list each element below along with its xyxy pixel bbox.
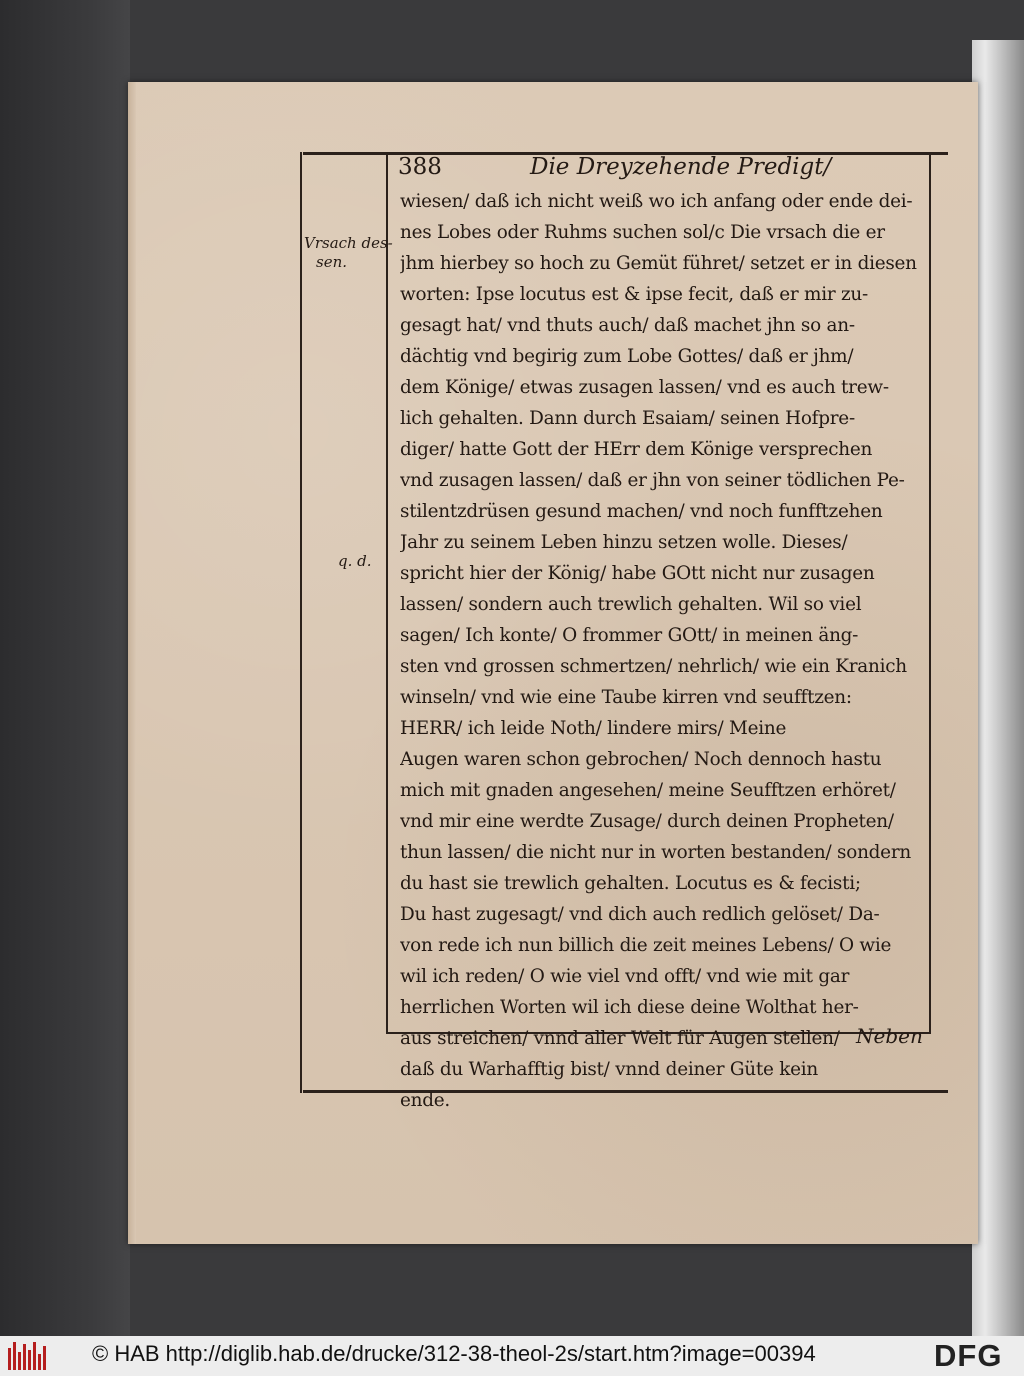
text-line: winseln/ vnd wie eine Taube kirren vnd seufftzen: xyxy=(400,687,852,708)
text-line: vnd zusagen lassen/ daß er jhn von seiner tödlichen Pe- xyxy=(400,470,905,491)
margin-note: Vrsach des- xyxy=(304,234,393,252)
text-line: wiesen/ daß ich nicht weiß wo ich anfang oder ende dei- xyxy=(400,191,913,212)
page-header xyxy=(398,154,938,184)
text-line: dächtig vnd begirig zum Lobe Gottes/ daß er jhm/ xyxy=(400,346,854,367)
text-line: diger/ hatte Gott der HErr dem Könige versprechen xyxy=(400,439,873,460)
margin-note: q. d. xyxy=(338,552,372,570)
text-line: Jahr zu seinem Leben hinzu setzen wolle. Dieses/ xyxy=(400,532,848,553)
text-line: mich mit gnaden angesehen/ meine Seufftzen erhöret/ xyxy=(400,780,896,801)
text-line: dem Könige/ etwas zusagen lassen/ vnd es auch trew- xyxy=(400,377,889,398)
text-line: worten: Ipse locutus est & ipse fecit, daß er mir zu- xyxy=(400,284,868,305)
text-line: thun lassen/ die nicht nur in worten bestanden/ sondern xyxy=(400,842,911,863)
text-line: stilentzdrüsen gesund machen/ vnd noch funfftzehen xyxy=(400,501,883,522)
text-line: von rede ich nun billich die zeit meines Lebens/ O wie xyxy=(400,935,892,956)
page-number: 388 xyxy=(398,154,442,180)
frame-rule-inner-left xyxy=(386,152,388,1034)
frame-rule-right xyxy=(929,152,931,1034)
text-line: herrlichen Worten wil ich diese deine Wolthat her- xyxy=(400,997,859,1018)
text-line: ende. xyxy=(400,1090,450,1111)
text-line: vnd mir eine werdte Zusage/ durch deinen Propheten/ xyxy=(400,811,894,832)
text-line: HERR/ ich leide Noth/ lindere mirs/ Meine xyxy=(400,718,787,739)
text-line: Augen waren schon gebrochen/ Noch dennoch hastu xyxy=(400,749,882,770)
text-line: gesagt hat/ vnd thuts auch/ daß machet jhn so an- xyxy=(400,315,855,336)
text-line: du hast sie trewlich gehalten. Locutus es & fecisti; xyxy=(400,873,861,894)
scan-next-page-edge xyxy=(972,40,1024,1336)
text-line: wil ich reden/ O wie viel vnd offt/ vnd wie mit gar xyxy=(400,966,850,987)
footer-bar xyxy=(0,1336,1024,1376)
book-page xyxy=(128,82,978,1244)
catchword: Neben xyxy=(856,1024,923,1048)
text-line: aus streichen/ vnnd aller Welt für Augen stellen/ xyxy=(400,1028,840,1049)
sermon-text xyxy=(400,186,928,1116)
text-line: jhm hierbey so hoch zu Gemüt führet/ setzet er in diesen xyxy=(400,253,917,274)
running-title: Die Dreyzehende Predigt/ xyxy=(530,154,832,180)
text-line: lich gehalten. Dann durch Esaiam/ seinen Hofpre- xyxy=(400,408,855,429)
margin-note: sen. xyxy=(316,253,348,271)
frame-rule-outer-left xyxy=(300,152,302,1093)
hab-barcode-logo-icon xyxy=(8,1342,46,1370)
text-line: Du hast zugesagt/ vnd dich auch redlich gelöset/ Da- xyxy=(400,904,880,925)
page-edge xyxy=(128,82,136,1244)
text-line: lassen/ sondern auch trewlich gehalten. Wil so viel xyxy=(400,594,862,615)
scan-background-left xyxy=(0,0,130,1336)
text-line: sten vnd grossen schmertzen/ nehrlich/ wie ein Kranich xyxy=(400,656,907,677)
text-line: spricht hier der König/ habe GOtt nicht nur zusagen xyxy=(400,563,875,584)
copyright-url: © HAB http://diglib.hab.de/drucke/312-38-theol-2s/start.htm?image=00394 xyxy=(92,1341,816,1366)
text-line: sagen/ Ich konte/ O frommer GOtt/ in meinen äng- xyxy=(400,625,859,646)
text-line: nes Lobes oder Ruhms suchen sol/c Die vrsach die er xyxy=(400,222,885,243)
dfg-logo-icon: DFG xyxy=(934,1338,1003,1373)
text-line: daß du Warhafftig bist/ vnnd deiner Güte kein xyxy=(400,1059,818,1080)
